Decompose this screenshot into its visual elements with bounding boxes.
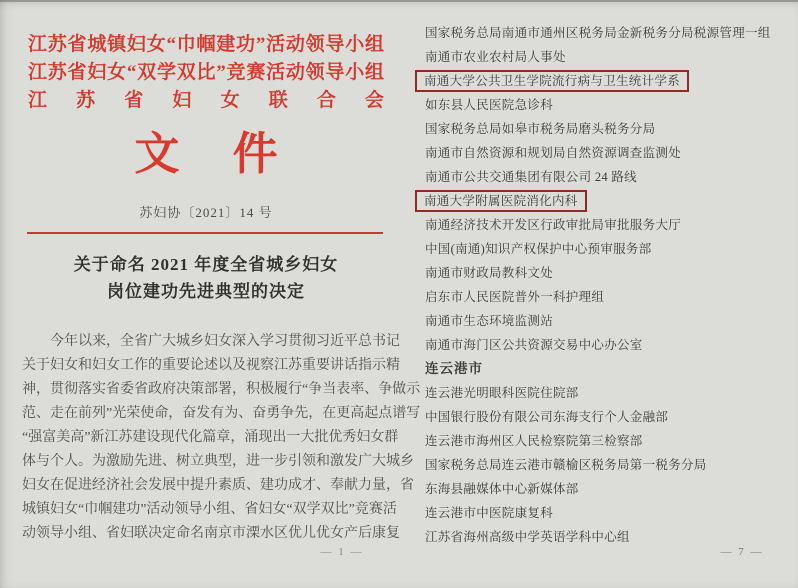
body-line: 妇女在促进经济社会发展中提升素质、建功成才、奉献力量，省 [22,478,414,493]
document-number: 苏妇协〔2021〕14 号 [139,205,273,220]
list-item: 南通市公共交通集团有限公司 24 路线 [425,170,637,184]
city-section-header: 连云港市 [425,361,483,376]
list-item: 连云港市中医院康复科 [425,506,554,520]
letterhead-line: 江苏省城镇妇女“巾帼建功”活动领导小组 [28,34,384,55]
list-item: 如东县人民医院急诊科 [425,98,554,112]
list-item: 南通市生态环境监测站 [425,314,554,328]
list-item: 东海县融媒体中心新媒体部 [425,482,579,496]
list-item: 连云港光明眼科医院住院部 [425,386,579,400]
commended-units-list [425,21,777,549]
list-item: 启东市人民医院普外一科护理组 [425,290,605,304]
list-item: 国家税务总局南通市通州区税务局金新税务分局税源管理一组 [425,26,771,40]
body-line: 动领导小组、省妇联决定命名南京市溧水区优儿优女产后康复 [22,526,400,541]
document-type-label: 文 件 [134,129,278,179]
document-title-line: 岗位建功先进典型的决定 [107,282,305,301]
body-line: 神，贯彻落实省委省政府决策部署，积极履行“争当表率、争做示 [22,382,421,397]
letterhead-line: 江苏省妇女联合会 [28,90,384,111]
body-line: 范、走在前列”光荣使命，奋发有为、奋勇争先，在更高起点谱写 [22,406,421,421]
list-item: 国家税务总局连云港市赣榆区税务局第一税务分局 [425,458,707,472]
list-item: 中国(南通)知识产权保护中心预审服务部 [425,242,652,256]
list-item: 中国银行股份有限公司东海支行个人金融部 [425,410,669,424]
list-item: 连云港市海州区人民检察院第三检察部 [425,434,643,448]
list-item: 江苏省海州高级中学英语学科中心组 [425,530,630,544]
body-line: 城镇妇女“巾帼建功”活动领导小组、省妇女“双学双比”竞赛活 [22,502,397,517]
list-item: 国家税务总局如皋市税务局磨头税务分局 [425,122,656,136]
body-paragraph [22,330,421,546]
list-item: 南通市自然资源和规划局自然资源调查监测处 [425,146,682,160]
body-line: 今年以来，全省广大城乡妇女深入学习贯彻习近平总书记 [50,334,400,349]
list-item: 南通市农业农村局人事处 [425,50,566,64]
page-number-right: — 7 — [720,546,764,558]
list-item: 南通市海门区公共资源交易中心办公室 [425,338,643,352]
red-highlight-box [415,70,689,92]
document-title [0,251,412,305]
red-divider-rule [27,232,383,234]
list-item: 南通市财政局教科文处 [425,266,554,280]
body-line: 体与个人。为激励先进、树立典型，进一步引领和激发广大城乡 [22,454,414,469]
document-title-line: 关于命名 2021 年度全省城乡妇女 [73,255,339,274]
list-item: 南通经济技术开发区行政审批局审批服务大厅 [425,218,682,232]
scan-top-edge [0,0,798,2]
letterhead-line: 江苏省妇女“双学双比”竞赛活动领导小组 [28,62,384,83]
page-number-left: — 1 — [320,546,364,558]
list-item-text: 南通大学附属医院消化内科 [424,194,578,209]
body-line: “强富美高”新江苏建设现代化篇章，涌现出一大批优秀妇女群 [22,430,399,445]
list-item-highlighted [425,69,777,93]
red-highlight-box [415,190,587,212]
list-item-text: 南通大学公共卫生学院流行病与卫生统计学系 [424,74,681,89]
list-item-highlighted [425,189,777,213]
letterhead [28,31,384,115]
body-line: 关于妇女和妇女工作的重要论述以及视察江苏重要讲话指示精 [22,358,400,373]
